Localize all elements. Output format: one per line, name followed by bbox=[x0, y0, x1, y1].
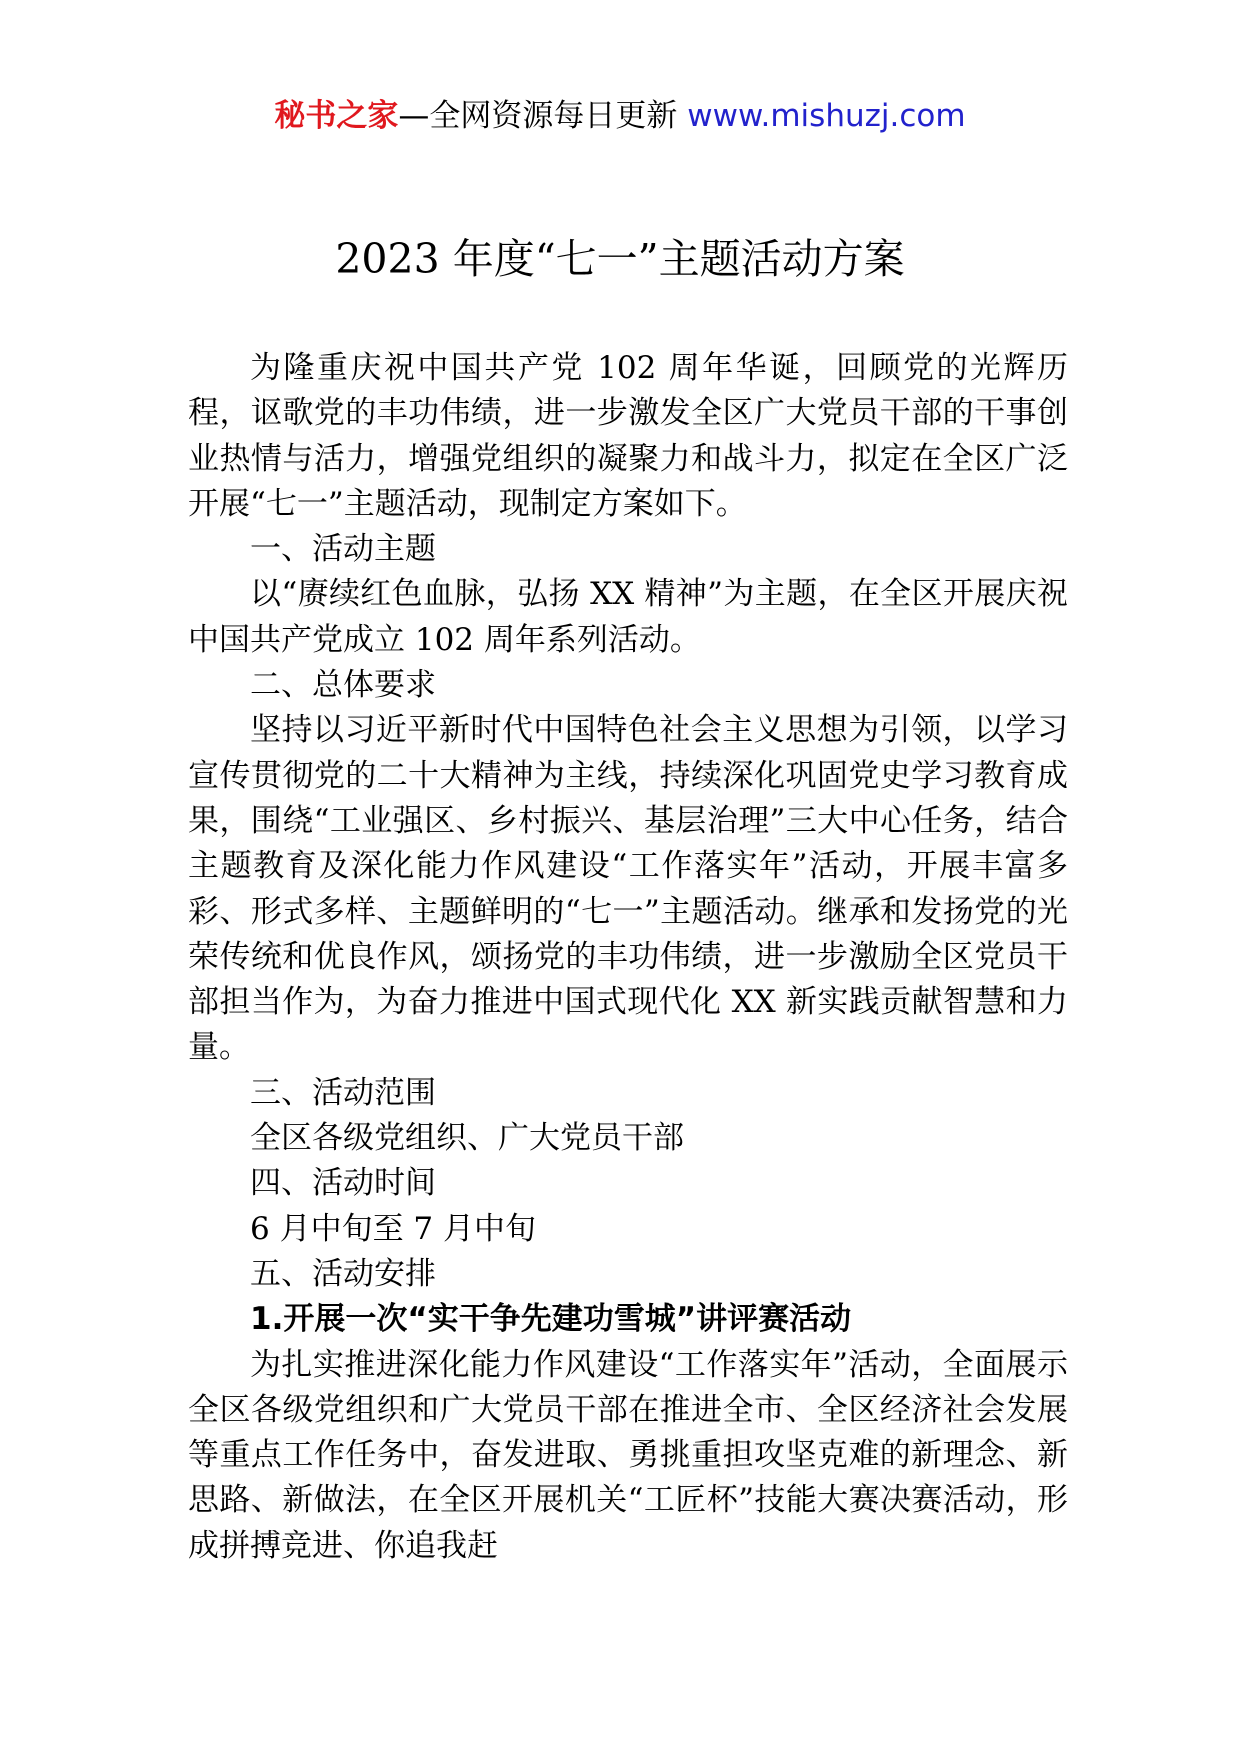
section-heading-theme: 一、活动主题 bbox=[250, 531, 436, 568]
section-body-theme: 以“赓续红色血脉，弘扬 XX 精神”为主题，在全区开展庆祝中国共产党成立 102 周年系列活动。 bbox=[188, 576, 1068, 658]
item-heading-1: 1.开展一次“实干争先建功雪城”讲评赛活动 bbox=[250, 1301, 852, 1338]
section-heading-time: 四、活动时间 bbox=[250, 1165, 436, 1202]
intro-paragraph: 为隆重庆祝中国共产党 102 周年华诞，回顾党的光辉历程，讴歌党的丰功伟绩，进一步激发全区广大党员干部的干事创业热情与活力，增强党组织的凝聚力和战斗力，拟定在全区广泛开展“七一”主题活动，现制定方案如下。 bbox=[188, 350, 1068, 522]
item-body-1: 为扎实推进深化能力作风建设“工作落实年”活动，全面展示全区各级党组织和广大党员干部在推进全市、全区经济社会发展等重点工作任务中，奋发进取、勇挑重担攻坚克难的新理念、新思路、新做法，在全区开展机关“工匠杯”技能大赛决赛活动，形成拼搏竞进、你追我赶 bbox=[188, 1346, 1068, 1564]
document-title: 2023 年度“七一”主题活动方案 bbox=[335, 235, 905, 283]
brand-name: 秘书之家 bbox=[274, 98, 399, 134]
section-body-requirements: 坚持以习近平新时代中国特色社会主义思想为引领，以学习宣传贯彻党的二十大精神为主线，持续深化巩固党史学习教育成果，围绕“工业强区、乡村振兴、基层治理”三大中心任务，结合主题教育及深化能力作风建设“工作落实年”活动，开展丰富多彩、形式多样、主题鲜明的“七一”主题活动。继承和发扬党的光荣传统和优良作风，颂扬党的丰功伟绩，进一步激励全区党员干部担当作为，为奋力推进中国式现代化 XX 新实践贡献智慧和力量。 bbox=[188, 712, 1068, 1066]
site-url-link[interactable]: www.mishuzj.com bbox=[687, 98, 966, 134]
section-heading-scope: 三、活动范围 bbox=[250, 1074, 436, 1111]
section-heading-requirements: 二、总体要求 bbox=[250, 667, 436, 704]
section-heading-arrangement: 五、活动安排 bbox=[250, 1255, 436, 1292]
section-body-scope: 全区各级党组织、广大党员干部 bbox=[250, 1120, 684, 1157]
document-body bbox=[188, 346, 1068, 1569]
site-header bbox=[0, 96, 1240, 136]
header-tagline: —全网资源每日更新 bbox=[398, 98, 688, 134]
section-body-time: 6 月中旬至 7 月中旬 bbox=[250, 1210, 537, 1247]
